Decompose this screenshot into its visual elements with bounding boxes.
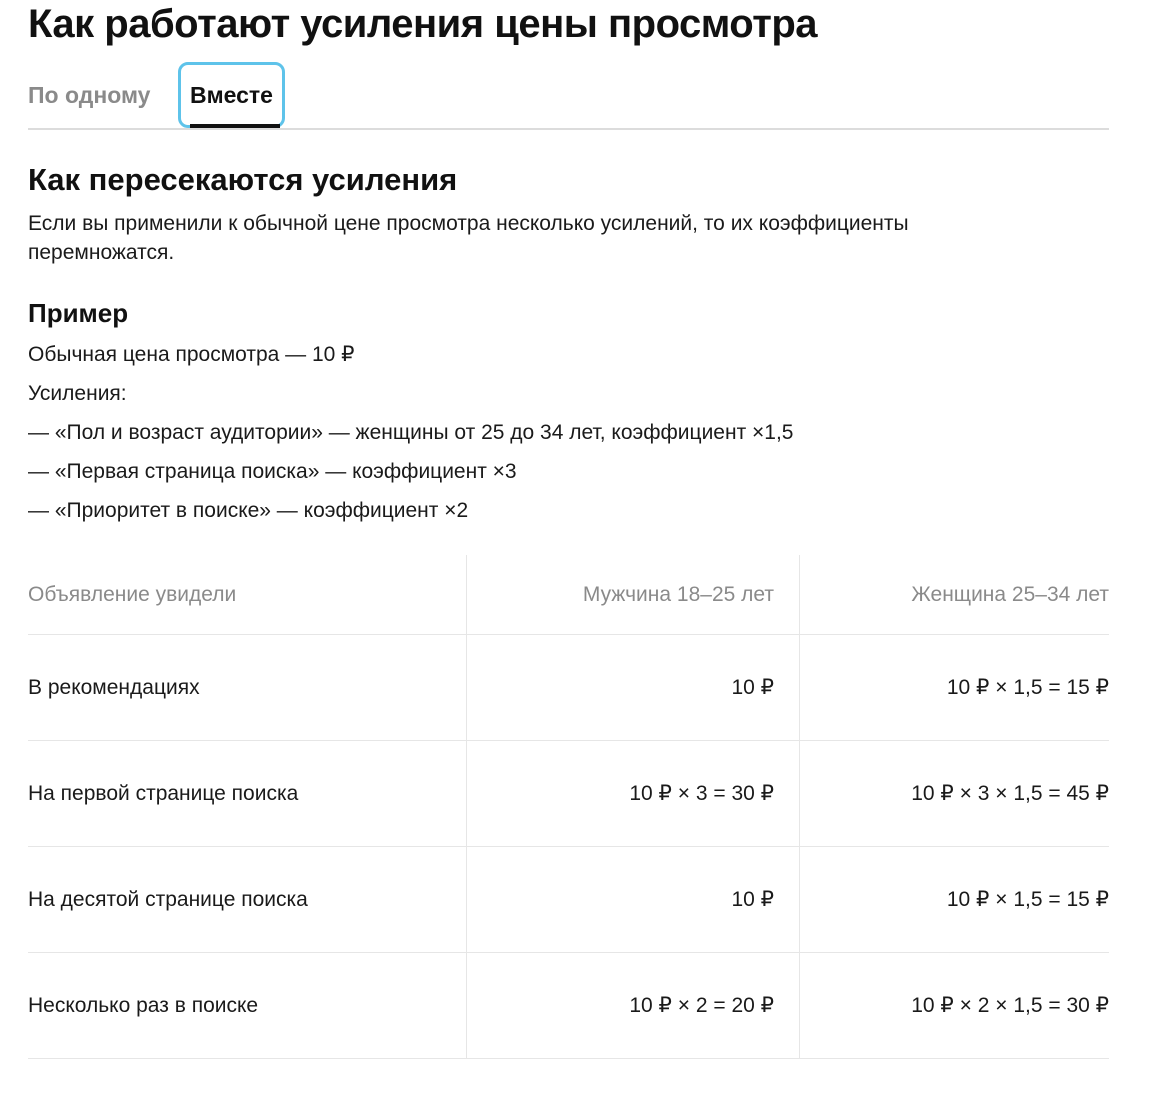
- table-cell-female-price: 10 ₽ × 3 × 1,5 = 45 ₽: [799, 741, 1109, 846]
- pricing-table: [28, 555, 1109, 1059]
- tab-one-by-one[interactable]: По одному: [28, 81, 151, 108]
- table-cell-placement: Несколько раз в поиске: [28, 993, 259, 1017]
- table-cell-male-price: 10 ₽ × 2 = 20 ₽: [466, 953, 799, 1058]
- example-title: Пример: [28, 298, 129, 328]
- table-cell-placement: На десятой странице поиска: [28, 887, 308, 911]
- example-line: Усиления:: [28, 382, 127, 405]
- section-description: Если вы применили к обычной цене просмотра несколько усилений, то их коэффициенты перемножатся.: [28, 212, 909, 264]
- table-header-row: [28, 555, 1109, 635]
- table-cell-placement: В рекомендациях: [28, 675, 200, 699]
- section-title: Как пересекаются усиления: [28, 162, 458, 197]
- header-cell-seen: Объявление увидели: [28, 582, 237, 606]
- table-cell-female-price: 10 ₽ × 2 × 1,5 = 30 ₽: [799, 953, 1109, 1058]
- example-line: — «Пол и возраст аудитории» — женщины от 25 до 34 лет, коэффициент ×1,5: [28, 421, 794, 444]
- table-cell-male-price: 10 ₽ × 3 = 30 ₽: [466, 741, 799, 846]
- tab-together[interactable]: Вместе: [178, 62, 285, 128]
- table-row: [28, 953, 1109, 1059]
- header-cell-male: Мужчина 18–25 лет: [466, 555, 799, 634]
- example-list: [28, 340, 794, 535]
- header-cell-female: Женщина 25–34 лет: [799, 555, 1109, 634]
- example-line: Обычная цена просмотра — 10 ₽: [28, 343, 355, 366]
- table-row: [28, 635, 1109, 741]
- table-cell-female-price: 10 ₽ × 1,5 = 15 ₽: [799, 847, 1109, 952]
- table-cell-female-price: 10 ₽ × 1,5 = 15 ₽: [799, 635, 1109, 740]
- example-line: — «Первая страница поиска» — коэффициент ×3: [28, 460, 517, 483]
- example-line: — «Приоритет в поиске» — коэффициент ×2: [28, 499, 469, 522]
- table-row: [28, 741, 1109, 847]
- table-cell-male-price: 10 ₽: [466, 635, 799, 740]
- page-title: Как работают усиления цены просмотра: [28, 2, 818, 46]
- tab-bar: [28, 62, 1109, 130]
- table-row: [28, 847, 1109, 953]
- table-cell-placement: На первой странице поиска: [28, 781, 299, 805]
- table-cell-male-price: 10 ₽: [466, 847, 799, 952]
- active-tab-indicator: [190, 124, 280, 128]
